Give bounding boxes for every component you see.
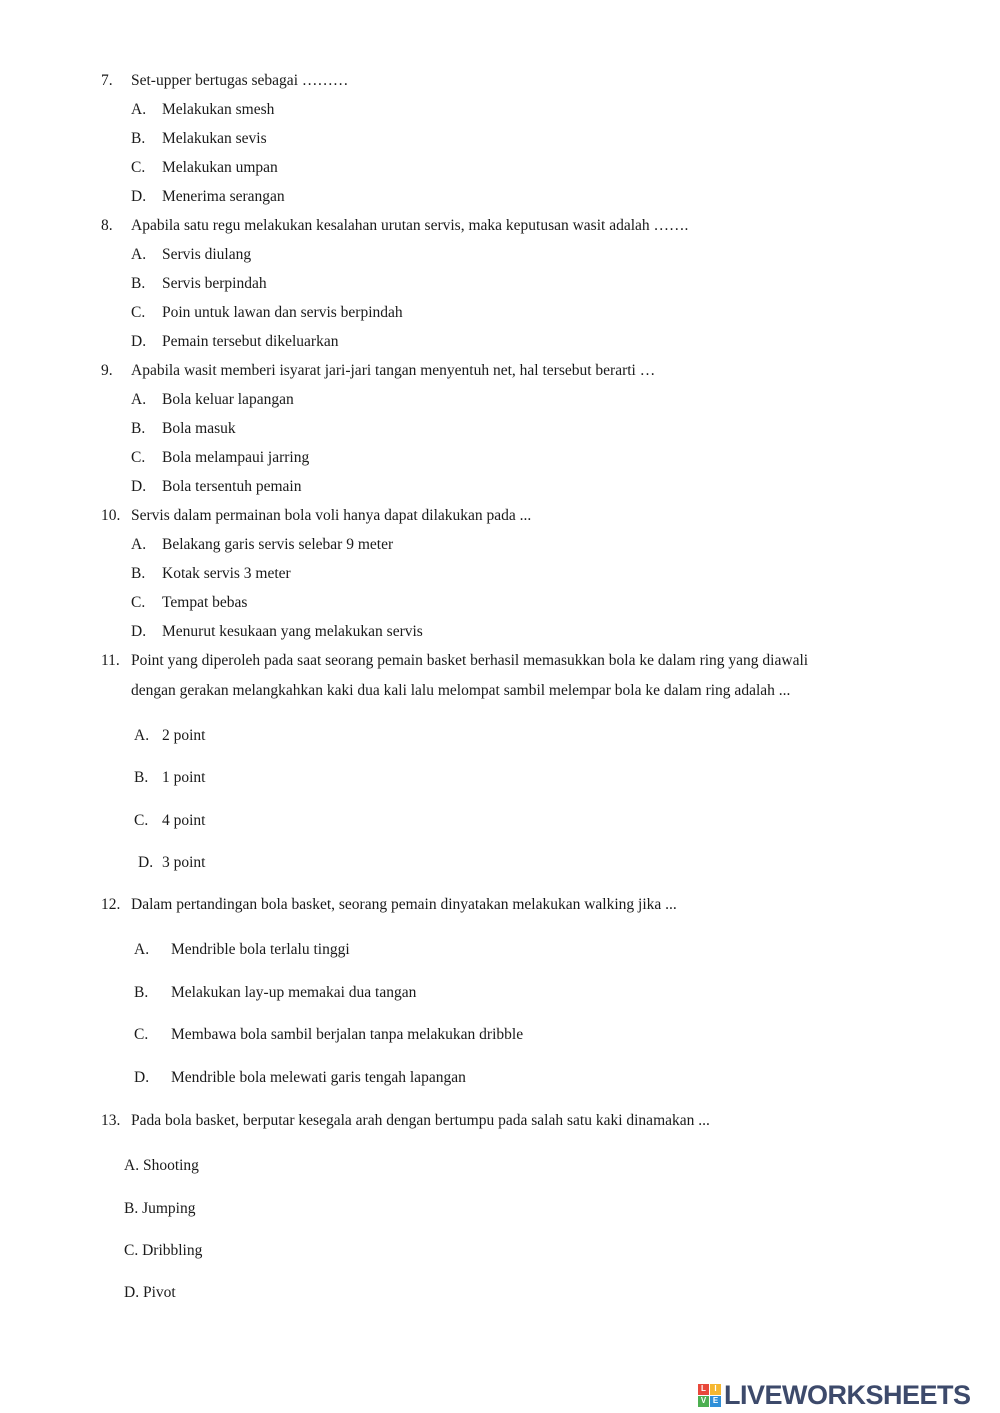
question-13-number: 13. xyxy=(101,1112,121,1129)
option-text: Bola tersentuh pemain xyxy=(162,478,302,495)
option-text: Melakukan sevis xyxy=(162,130,267,147)
option-letter: C. xyxy=(134,812,149,829)
question-9-number: 9. xyxy=(101,362,113,379)
option-text: Servis berpindah xyxy=(162,275,267,292)
option-text: Poin untuk lawan dan servis berpindah xyxy=(162,304,403,321)
option-letter: D. xyxy=(138,854,154,871)
option-letter: C. xyxy=(131,594,146,611)
option-text: 2 point xyxy=(162,727,206,744)
option-text: 3 point xyxy=(162,854,206,871)
option-letter: C. xyxy=(134,1026,149,1043)
option-letter: B. xyxy=(131,130,146,147)
option-letter: C. xyxy=(131,304,146,321)
question-13-text: Pada bola basket, berputar kesegala arah dengan bertumpu pada salah satu kaki dinamakan ... xyxy=(131,1112,710,1129)
option-text: Bola keluar lapangan xyxy=(162,391,294,408)
option-text: Menerima serangan xyxy=(162,188,285,205)
option-letter: B. xyxy=(131,565,146,582)
option-letter: D. xyxy=(131,188,147,205)
option-letter: B. xyxy=(131,420,146,437)
option-letter: D. xyxy=(131,623,147,640)
logo-block: L xyxy=(698,1384,709,1395)
question-7-number: 7. xyxy=(101,72,113,89)
option-text: D. Pivot xyxy=(124,1284,176,1301)
question-11-number: 11. xyxy=(101,652,120,669)
question-8-text: Apabila satu regu melakukan kesalahan urutan servis, maka keputusan wasit adalah ……. xyxy=(131,217,689,234)
option-text: C. Dribbling xyxy=(124,1242,203,1259)
option-text: Mendrible bola terlalu tinggi xyxy=(171,941,350,958)
option-text: B. Jumping xyxy=(124,1200,196,1217)
option-text: Kotak servis 3 meter xyxy=(162,565,291,582)
option-letter: C. xyxy=(131,159,146,176)
option-letter: D. xyxy=(131,478,147,495)
option-text: Belakang garis servis selebar 9 meter xyxy=(162,536,394,553)
question-7-text: Set-upper bertugas sebagai ……… xyxy=(131,72,349,89)
logo-block: V xyxy=(698,1396,709,1407)
option-text: Melakukan umpan xyxy=(162,159,278,176)
option-letter: D. xyxy=(134,1069,150,1086)
option-letter: D. xyxy=(131,333,147,350)
question-10-number: 10. xyxy=(101,507,121,524)
logo-blocks-icon xyxy=(698,1384,721,1407)
logo-text: LIVEWORKSHEETS xyxy=(724,1380,971,1410)
option-text: 4 point xyxy=(162,812,206,829)
option-letter: A. xyxy=(131,101,147,118)
question-12-number: 12. xyxy=(101,896,121,913)
option-text: Pemain tersebut dikeluarkan xyxy=(162,333,339,350)
option-letter: A. xyxy=(131,246,147,263)
option-letter: A. xyxy=(131,536,147,553)
option-letter: B. xyxy=(131,275,146,292)
option-text: Melakukan smesh xyxy=(162,101,275,118)
logo-block: E xyxy=(710,1396,721,1407)
question-11-text-line2: dengan gerakan melangkahkan kaki dua kali lalu melompat sambil melempar bola ke dalam ring adalah ... xyxy=(131,682,791,699)
option-letter: A. xyxy=(131,391,147,408)
option-text: Bola melampaui jarring xyxy=(162,449,310,466)
option-letter: A. xyxy=(134,727,150,744)
option-letter: B. xyxy=(134,769,149,786)
option-letter: B. xyxy=(134,984,149,1001)
option-text: Membawa bola sambil berjalan tanpa melakukan dribble xyxy=(171,1026,524,1043)
question-8-number: 8. xyxy=(101,217,113,234)
liveworksheets-logo xyxy=(698,1378,971,1412)
option-text: Bola masuk xyxy=(162,420,236,437)
option-text: 1 point xyxy=(162,769,206,786)
question-10-text: Servis dalam permainan bola voli hanya dapat dilakukan pada ... xyxy=(131,507,532,524)
option-text: Mendrible bola melewati garis tengah lapangan xyxy=(171,1069,466,1086)
option-text: A. Shooting xyxy=(124,1157,199,1174)
option-letter: A. xyxy=(134,941,150,958)
option-letter: C. xyxy=(131,449,146,466)
option-text: Tempat bebas xyxy=(162,594,248,611)
question-12-text: Dalam pertandingan bola basket, seorang pemain dinyatakan melakukan walking jika ... xyxy=(131,896,677,913)
option-text: Melakukan lay-up memakai dua tangan xyxy=(171,984,417,1001)
question-11-text-line1: Point yang diperoleh pada saat seorang pemain basket berhasil memasukkan bola ke dalam ring yang diawali xyxy=(131,652,809,669)
option-text: Servis diulang xyxy=(162,246,252,263)
option-text: Menurut kesukaan yang melakukan servis xyxy=(162,623,423,640)
question-9-text: Apabila wasit memberi isyarat jari-jari tangan menyentuh net, hal tersebut berarti … xyxy=(131,362,656,379)
logo-block: I xyxy=(710,1384,721,1395)
